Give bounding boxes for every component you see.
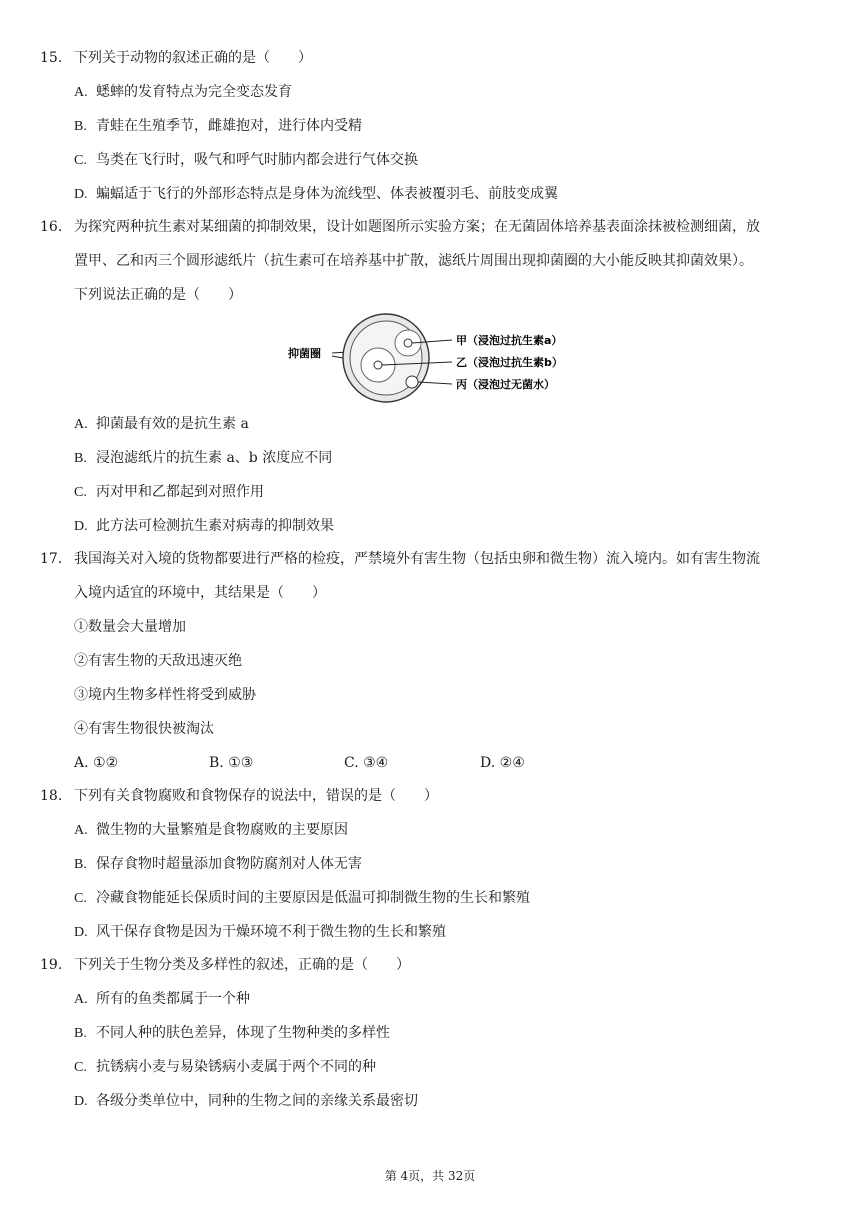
- option-d: D. 此方法可检测抗生素对病毒的抑制效果: [74, 518, 334, 534]
- option-c: C. ③④: [344, 755, 389, 771]
- statement-2: ②有害生物的天敌迅速灭绝: [74, 653, 242, 669]
- option-b: B. 保存食物时超量添加食物防腐剂对人体无害: [74, 856, 362, 872]
- question-number: 16.: [40, 219, 63, 235]
- option-d: D. ②④: [480, 755, 525, 771]
- option-a: A. 蟋蟀的发育特点为完全变态发育: [74, 84, 292, 100]
- question-stem: 下列关于动物的叙述正确的是（ ）: [74, 50, 312, 66]
- question-number: 19.: [40, 957, 63, 973]
- statement-4: ④有害生物很快被淘汰: [74, 721, 214, 737]
- label-jia: 甲（浸泡过抗生素a）: [456, 334, 563, 347]
- question-number: 15.: [40, 50, 63, 66]
- option-c: C. 抗锈病小麦与易染锈病小麦属于两个不同的种: [74, 1059, 376, 1075]
- option-d: D. 风干保存食物是因为干燥环境不利于微生物的生长和繁殖: [74, 924, 446, 940]
- question-number: 18.: [40, 788, 63, 804]
- option-a: A. 微生物的大量繁殖是食物腐败的主要原因: [74, 822, 348, 838]
- option-c: C. 鸟类在飞行时，吸气和呼气时肺内都会进行气体交换: [74, 152, 418, 168]
- inhibition-zone-label: 抑菌圈: [288, 347, 321, 360]
- question-number: 17.: [40, 551, 63, 567]
- option-b: B. ①③: [209, 755, 254, 771]
- question-stem-line-2: 入境内适宜的环境中，其结果是（ ）: [74, 585, 326, 601]
- question-stem-line-3: 下列说法正确的是（ ）: [74, 287, 242, 303]
- petri-dish-diagram: [286, 312, 598, 404]
- option-a: A. 所有的鱼类都属于一个种: [74, 991, 250, 1007]
- option-a: A. 抑菌最有效的是抗生素 a: [74, 416, 249, 432]
- option-c: C. 丙对甲和乙都起到对照作用: [74, 484, 264, 500]
- option-b: B. 浸泡滤纸片的抗生素 a、b 浓度应不同: [74, 450, 333, 466]
- question-stem: 下列有关食物腐败和食物保存的说法中，错误的是（ ）: [74, 788, 438, 804]
- option-d: D. 蝙蝠适于飞行的外部形态特点是身体为流线型、体表被覆羽毛、前肢变成翼: [74, 186, 558, 202]
- option-d: D. 各级分类单位中，同种的生物之间的亲缘关系最密切: [74, 1093, 418, 1109]
- option-b: B. 青蛙在生殖季节，雌雄抱对，进行体内受精: [74, 118, 362, 134]
- label-bing: 丙（浸泡过无菌水）: [456, 378, 555, 391]
- option-b: B. 不同人种的肤色差异，体现了生物种类的多样性: [74, 1025, 390, 1041]
- page-number-footer: 第 4页，共 32页: [384, 1169, 476, 1183]
- question-stem: 为探究两种抗生素对某细菌的抑制效果，设计如题图所示实验方案；在无菌固体培养基表面涂抹被检测细菌，放: [74, 219, 760, 235]
- statement-3: ③境内生物多样性将受到威胁: [74, 687, 256, 703]
- antibiotic-petri-dish-figure: [286, 312, 598, 404]
- question-stem: 我国海关对入境的货物都要进行严格的检疫，严禁境外有害生物（包括虫卵和微生物）流入境内。如有害生物流: [74, 551, 760, 567]
- statement-1: ①数量会大量增加: [74, 619, 186, 635]
- label-yi: 乙（浸泡过抗生素b）: [456, 356, 563, 369]
- inline-options-row: [74, 753, 614, 773]
- option-c: C. 冷藏食物能延长保质时间的主要原因是低温可抑制微生物的生长和繁殖: [74, 890, 530, 906]
- option-a: A. ①②: [74, 755, 119, 771]
- question-stem-line-2: 置甲、乙和丙三个圆形滤纸片（抗生素可在培养基中扩散，滤纸片周围出现抑菌圈的大小能反映其抑菌效果）。: [74, 253, 753, 269]
- question-stem: 下列关于生物分类及多样性的叙述，正确的是（ ）: [74, 957, 410, 973]
